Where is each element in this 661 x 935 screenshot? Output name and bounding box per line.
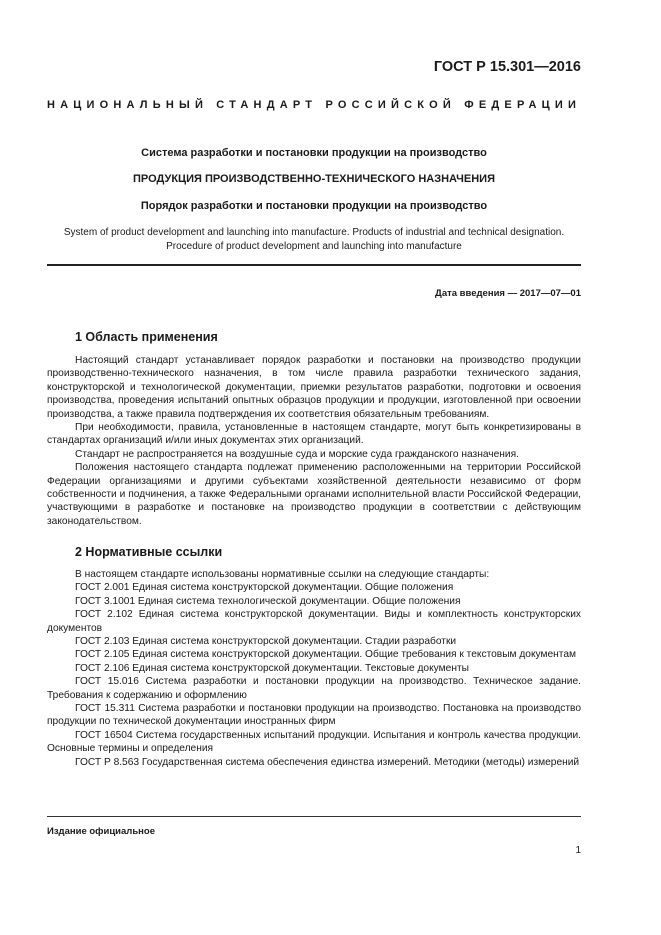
- national-standard-title: НАЦИОНАЛЬНЫЙ СТАНДАРТ РОССИЙСКОЙ ФЕДЕРАЦИИ: [47, 99, 582, 111]
- english-title-line-1: System of product development and launching into manufacture. Products of industrial and technical designation.: [63, 227, 565, 238]
- reference-item: ГОСТ 3.1001 Единая система технологической документации. Общие положения: [75, 595, 461, 607]
- reference-item: ГОСТ 2.103 Единая система конструкторской документации. Стадии разработки: [75, 636, 457, 648]
- footer-divider: [47, 816, 581, 817]
- document-code: ГОСТ Р 15.301—2016: [433, 59, 581, 75]
- main-title: ПРОДУКЦИЯ ПРОИЗВОДСТВЕННО-ТЕХНИЧЕСКОГО НАЗНАЧЕНИЯ: [133, 173, 495, 185]
- series-title: Система разработки и постановки продукции на производство: [141, 147, 487, 159]
- page-number: 1: [575, 845, 581, 856]
- reference-item: ГОСТ 2.102 Единая система конструкторской документации. Виды и комплектность конструкторских документов: [47, 609, 581, 634]
- paragraph: Настоящий стандарт устанавливает порядок разработки и постановки на производство продукции производственно-технического назначения, в том числе правила разработки технического задания, конструкторской и технологической документации, приемки результатов разработки, подготовки и освоения производства, проведения испытаний опытных образцов продукции и продукции, изготовленной при освоении производства, а также правила подтверждения их соответствия обязательным требованиям.: [47, 355, 581, 420]
- section-2-body: [47, 568, 581, 769]
- reference-item: ГОСТ 2.001 Единая система конструкторской документации. Общие положения: [75, 582, 454, 594]
- reference-item: ГОСТ 2.106 Единая система конструкторской документации. Текстовые документы: [75, 662, 469, 674]
- section-1-heading: 1 Область применения: [75, 330, 218, 344]
- reference-item: ГОСТ 15.311 Система разработки и постановки продукции на производство. Постановка на производство продукции по технической документации иностранных фирм: [47, 703, 581, 728]
- paragraph: Стандарт не распространяется на воздушные суда и морские суда гражданского назначения.: [75, 448, 519, 460]
- sub-title: Порядок разработки и постановки продукции на производство: [140, 200, 488, 212]
- english-title-line-2: Procedure of product development and launching into manufacture: [166, 241, 462, 252]
- section-2-heading: 2 Нормативные ссылки: [75, 545, 223, 559]
- paragraph: При необходимости, правила, установленные в настоящем стандарте, могут быть конкретизированы в стандартах организаций и/или иных документах этих организаций.: [47, 422, 581, 447]
- reference-item: ГОСТ Р 8.563 Государственная система обеспечения единства измерений. Методики (методы) измерений: [75, 756, 580, 768]
- introduction-date: Дата введения — 2017—07—01: [435, 288, 581, 299]
- english-title: [47, 226, 581, 254]
- reference-item: ГОСТ 16504 Система государственных испытаний продукции. Испытания и контроль качества продукции. Основные термины и определения: [47, 729, 581, 755]
- paragraph: В настоящем стандарте использованы нормативные ссылки на следующие стандарты:: [75, 569, 490, 580]
- title-divider: [47, 264, 581, 266]
- reference-item: ГОСТ 15.016 Система разработки и постановки продукции на производство. Техническое задание. Требования к содержанию и оформлению: [47, 676, 581, 701]
- edition-label: Издание официальное: [47, 826, 155, 837]
- paragraph: Положения настоящего стандарта подлежат применению расположенными на территории Российской Федерации организациями и другими субъектами хозяйственной деятельности независимо от форм собственности и подчинения, а также Федеральными органами исполнительной власти Российской Федерации, участвующими в разработке и постановке на производство продукции в соответствии с действующим законодательством.: [47, 462, 581, 527]
- section-1-body: [47, 354, 581, 528]
- reference-item: ГОСТ 2.105 Единая система конструкторской документации. Общие требования к текстовым документам: [75, 649, 577, 661]
